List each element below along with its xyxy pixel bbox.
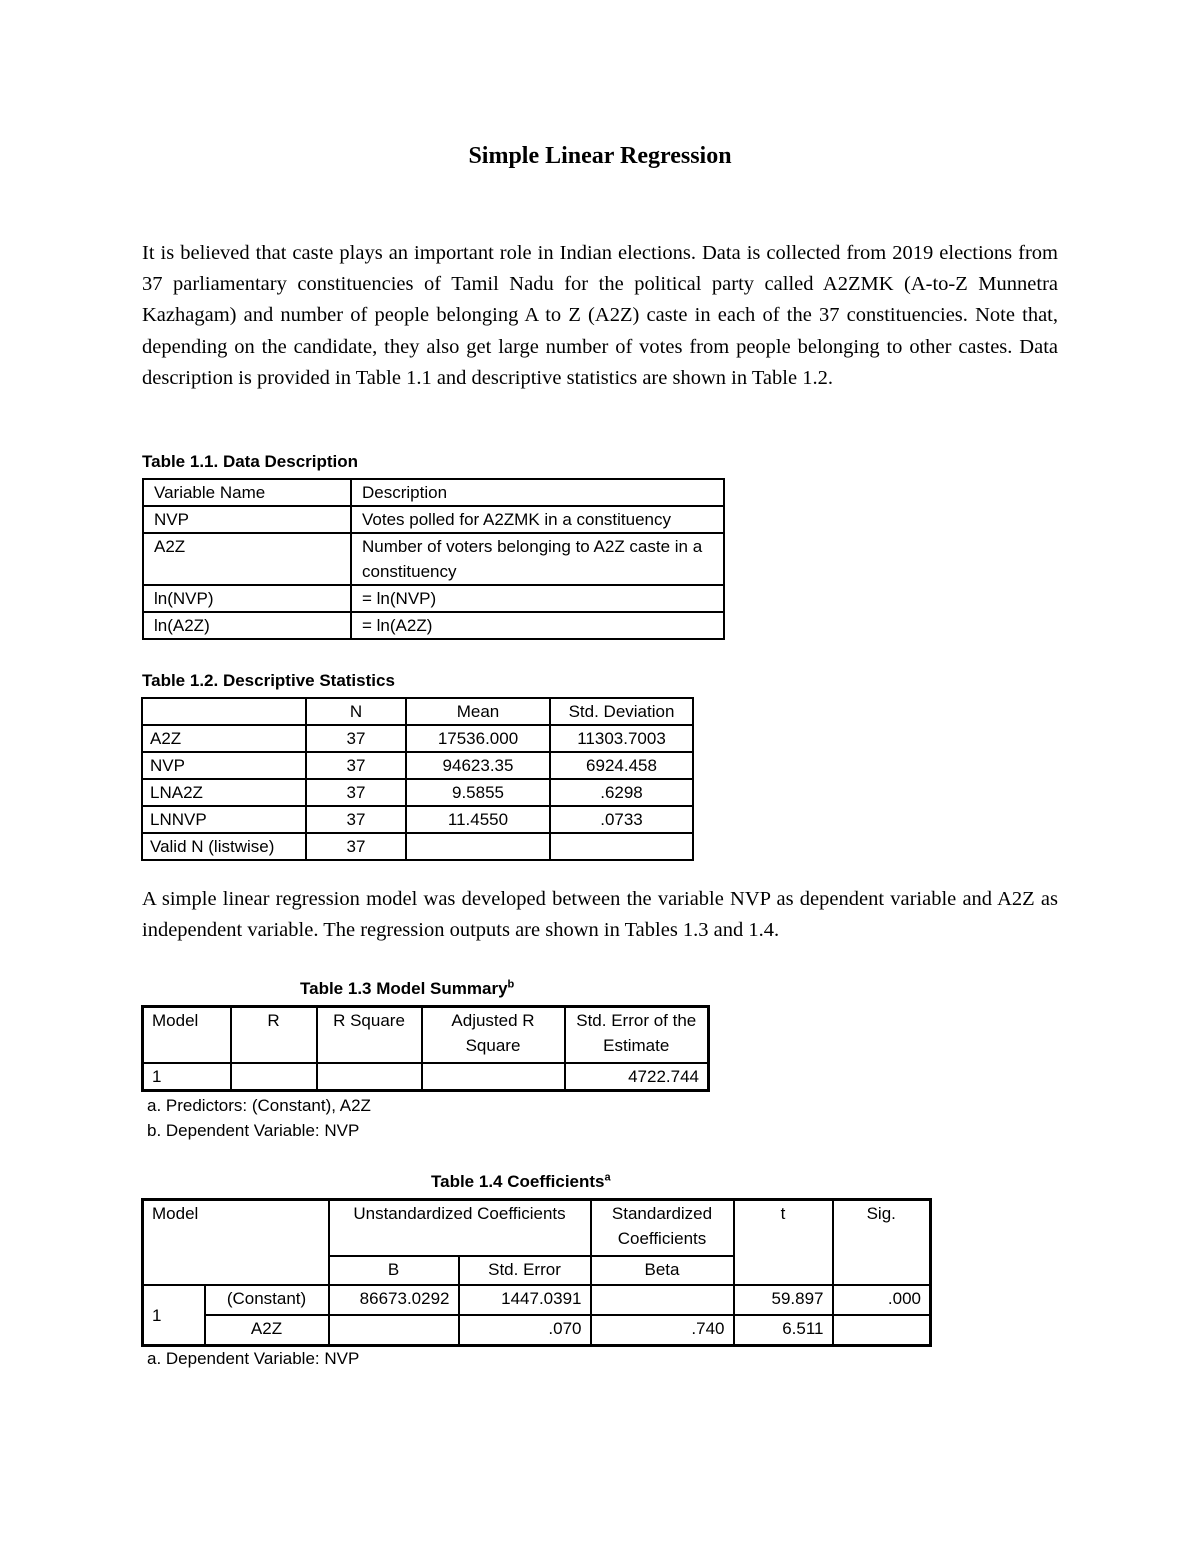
table-header-row	[143, 1007, 709, 1064]
header-cell: Standardized Coefficients	[591, 1200, 734, 1257]
table-row	[142, 725, 693, 752]
table-cell	[317, 1063, 422, 1091]
table-1-4-caption-sup: a	[604, 1171, 611, 1184]
table-1-3-note-a: a. Predictors: (Constant), A2Z	[147, 1096, 371, 1115]
table-cell	[329, 1315, 459, 1346]
table-cell: 9.5855	[406, 779, 550, 806]
table-1-3-note-b: b. Dependent Variable: NVP	[147, 1121, 360, 1140]
header-cell: R	[231, 1007, 317, 1064]
table-cell: 59.897	[734, 1285, 833, 1315]
header-cell: B	[329, 1256, 459, 1285]
header-cell: Variable Name	[143, 479, 351, 506]
header-cell: Sig.	[833, 1200, 931, 1286]
table-cell: 11303.7003	[550, 725, 693, 752]
table-cell: 37	[306, 806, 406, 833]
table-cell: 1	[143, 1285, 205, 1346]
table-cell: Number of voters belonging to A2Z caste in a constituency	[351, 533, 724, 585]
table-cell: ln(NVP)	[143, 585, 351, 612]
table-cell: 17536.000	[406, 725, 550, 752]
table-1-3-caption	[300, 979, 514, 999]
intro-paragraph: It is believed that caste plays an important role in Indian elections. Data is collected from 2019 elections from 37 parliamentary constituencies of Tamil Nadu for the political party called A2ZMK (A-to-Z Munnetra Kazhagam) and number of people belonging A to Z (A2Z) caste in each of the 37 constituencies. Note that, depending on the candidate, they also get large number of votes from people belonging to other castes. Data description is provided in Table 1.1 and descriptive statistics are shown in Table 1.2.	[142, 242, 1058, 389]
table-1-4-caption	[431, 1172, 611, 1192]
table-row	[143, 585, 724, 612]
header-cell: Beta	[591, 1256, 734, 1285]
data-description-table	[142, 478, 725, 640]
descriptive-statistics-table	[141, 697, 694, 861]
table-row	[143, 1315, 931, 1346]
table-cell: 37	[306, 725, 406, 752]
table-cell: = ln(A2Z)	[351, 612, 724, 639]
table-cell: A2Z	[143, 533, 351, 585]
table-cell: .6298	[550, 779, 693, 806]
table-cell: NVP	[142, 752, 306, 779]
table-cell: 11.4550	[406, 806, 550, 833]
table-cell	[833, 1315, 931, 1346]
table-cell: .740	[591, 1315, 734, 1346]
table-cell: 1	[143, 1063, 231, 1091]
table-cell: (Constant)	[205, 1285, 329, 1315]
table-1-4-note: a. Dependent Variable: NVP	[147, 1349, 360, 1368]
header-cell: Unstandardized Coefficients	[329, 1200, 591, 1257]
table-cell: 4722.744	[565, 1063, 709, 1091]
header-cell: N	[306, 698, 406, 725]
table-cell: 86673.0292	[329, 1285, 459, 1315]
header-cell: Std. Error of the Estimate	[565, 1007, 709, 1064]
table-cell	[406, 833, 550, 860]
coefficients-table	[141, 1198, 932, 1347]
table-row	[143, 612, 724, 639]
table-header-row	[143, 479, 724, 506]
model-summary-table	[141, 1005, 710, 1092]
table-cell: .000	[833, 1285, 931, 1315]
table-cell: .0733	[550, 806, 693, 833]
header-cell: Adjusted R Square	[422, 1007, 565, 1064]
header-cell: Model	[143, 1007, 231, 1064]
table-1-3-caption-text: Table 1.3 Model Summary	[300, 979, 508, 998]
table-row	[143, 1285, 931, 1315]
table-cell: ln(A2Z)	[143, 612, 351, 639]
table-cell: 6.511	[734, 1315, 833, 1346]
table-cell	[550, 833, 693, 860]
table-1-4-caption-text: Table 1.4 Coefficients	[431, 1172, 605, 1191]
table-header-row	[143, 1200, 931, 1257]
header-cell: Std. Error	[459, 1256, 591, 1285]
table-row	[142, 833, 693, 860]
table-cell: 6924.458	[550, 752, 693, 779]
table-cell: .070	[459, 1315, 591, 1346]
table-row	[143, 1063, 709, 1091]
table-cell: A2Z	[205, 1315, 329, 1346]
table-cell: 37	[306, 779, 406, 806]
header-cell: t	[734, 1200, 833, 1286]
table-cell: Votes polled for A2ZMK in a constituency	[351, 506, 724, 533]
header-cell	[142, 698, 306, 725]
table-cell: LNNVP	[142, 806, 306, 833]
table-cell: 1447.0391	[459, 1285, 591, 1315]
table-cell: A2Z	[142, 725, 306, 752]
header-cell: R Square	[317, 1007, 422, 1064]
table-row	[143, 506, 724, 533]
header-cell: Description	[351, 479, 724, 506]
header-cell: Std. Deviation	[550, 698, 693, 725]
regression-paragraph: A simple linear regression model was developed between the variable NVP as dependent variable and A2Z as independent variable. The regression outputs are shown in Tables 1.3 and 1.4.	[142, 888, 1058, 942]
table-cell: Valid N (listwise)	[142, 833, 306, 860]
table-row	[142, 752, 693, 779]
table-cell: 94623.35	[406, 752, 550, 779]
table-row	[143, 533, 724, 585]
table-cell: LNA2Z	[142, 779, 306, 806]
table-cell: NVP	[143, 506, 351, 533]
table-1-1-caption: Table 1.1. Data Description	[142, 452, 359, 471]
table-cell	[422, 1063, 565, 1091]
table-cell: = ln(NVP)	[351, 585, 724, 612]
table-cell: 37	[306, 752, 406, 779]
header-cell: Mean	[406, 698, 550, 725]
header-cell: Model	[143, 1200, 329, 1286]
table-row	[142, 779, 693, 806]
page-title: Simple Linear Regression	[468, 143, 732, 169]
table-header-row	[142, 698, 693, 725]
table-cell	[591, 1285, 734, 1315]
table-cell: 37	[306, 833, 406, 860]
table-cell	[231, 1063, 317, 1091]
table-1-3-caption-sup: b	[507, 978, 515, 991]
table-1-2-caption: Table 1.2. Descriptive Statistics	[142, 671, 395, 690]
table-row	[142, 806, 693, 833]
